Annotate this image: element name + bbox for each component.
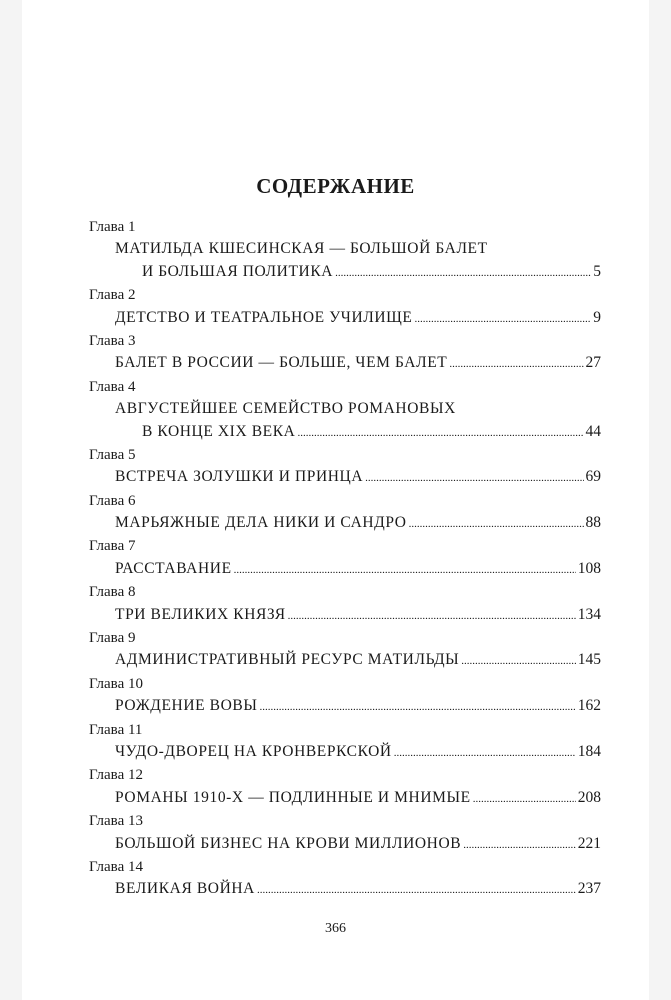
chapter-title: БОЛЬШОЙ БИЗНЕС НА КРОВИ МИЛЛИОНОВ (115, 834, 462, 852)
chapter-label: Глава 5 (89, 446, 136, 463)
dot-leader (449, 353, 583, 375)
chapter-title-line: МАТИЛЬДА КШЕСИНСКАЯ — БОЛЬШОЙ БАЛЕТ (115, 240, 488, 258)
toc-entry[interactable] (89, 558, 601, 580)
chapter-label: Глава 10 (89, 675, 143, 692)
chapter-label: Глава 8 (89, 584, 136, 601)
toc-entry[interactable] (89, 604, 601, 626)
dot-leader (335, 262, 591, 284)
page-title: СОДЕРЖАНИЕ (256, 174, 415, 198)
toc-entry[interactable] (89, 307, 601, 329)
toc-entry[interactable] (89, 421, 601, 443)
dot-leader (288, 605, 576, 627)
chapter-title: БАЛЕТ В РОССИИ — БОЛЬШЕ, ЧЕМ БАЛЕТ (115, 354, 448, 372)
page-ref: 145 (577, 651, 601, 669)
toc-entry[interactable] (89, 261, 601, 283)
chapter-label: Глава 11 (89, 721, 143, 738)
chapter-title: В КОНЦЕ XIX ВЕКА (142, 422, 296, 440)
dot-leader (394, 742, 576, 764)
chapter-label: Глава 4 (89, 378, 136, 395)
chapter-label: Глава 9 (89, 630, 136, 647)
chapter-title: ВЕЛИКАЯ ВОЙНА (115, 880, 255, 898)
chapter-title: ВСТРЕЧА ЗОЛУШКИ И ПРИНЦА (115, 468, 364, 486)
page-ref: 108 (577, 559, 601, 577)
page-ref: 27 (585, 354, 601, 372)
page-ref: 5 (593, 262, 601, 280)
page-ref: 44 (585, 422, 601, 440)
chapter-title: АДМИНИСТРАТИВНЫЙ РЕСУРС МАТИЛЬДЫ (115, 651, 460, 669)
toc-entry[interactable] (89, 787, 601, 809)
chapter-label: Глава 2 (89, 287, 136, 304)
chapter-title: РОМАНЫ 1910-Х — ПОДЛИННЫЕ И МНИМЫЕ (115, 788, 471, 806)
page-ref: 237 (577, 880, 601, 898)
chapter-label: Глава 6 (89, 492, 136, 509)
dot-leader (234, 559, 576, 581)
chapter-label: Глава 7 (89, 538, 136, 555)
chapter-label: Глава 1 (89, 219, 136, 235)
chapter-title: И БОЛЬШАЯ ПОЛИТИКА (142, 262, 334, 280)
dot-leader (365, 467, 583, 489)
book-page (22, 0, 649, 1000)
page-ref: 9 (593, 308, 601, 326)
dot-leader (409, 513, 584, 535)
toc-entry[interactable] (89, 878, 601, 900)
toc-entry[interactable] (89, 512, 601, 534)
chapter-title: МАРЬЯЖНЫЕ ДЕЛА НИКИ И САНДРО (115, 514, 407, 532)
toc-entry[interactable] (89, 833, 601, 855)
chapter-title-line: АВГУСТЕЙШЕЕ СЕМЕЙСТВО РОМАНОВЫХ (115, 400, 456, 418)
chapter-label: Глава 14 (89, 858, 143, 875)
toc-entry[interactable] (89, 649, 601, 671)
chapter-title: РОЖДЕНИЕ ВОВЫ (115, 697, 258, 715)
toc-entry[interactable] (89, 466, 601, 488)
toc-entry[interactable] (89, 352, 601, 374)
chapter-label: Глава 12 (89, 767, 143, 784)
page-ref: 184 (577, 742, 601, 760)
table-of-contents (89, 215, 601, 901)
toc-entry[interactable] (89, 695, 601, 717)
chapter-label: Глава 3 (89, 332, 136, 349)
dot-leader (257, 879, 576, 901)
page-ref: 221 (577, 834, 601, 852)
page-ref: 162 (577, 697, 601, 715)
page-ref: 134 (577, 605, 601, 623)
page-ref: 69 (585, 468, 601, 486)
page-ref: 88 (585, 514, 601, 532)
dot-leader (463, 834, 576, 856)
chapter-title: ЧУДО-ДВОРЕЦ НА КРОНВЕРКСКОЙ (115, 742, 392, 760)
dot-leader (259, 696, 575, 718)
dot-leader (473, 788, 576, 810)
chapter-title: ТРИ ВЕЛИКИХ КНЯЗЯ (115, 605, 286, 623)
dot-leader (461, 650, 576, 672)
page-number: 366 (325, 921, 346, 936)
page-ref: 208 (577, 788, 601, 806)
chapter-title: ДЕТСТВО И ТЕАТРАЛЬНОЕ УЧИЛИЩЕ (115, 308, 413, 326)
chapter-title: РАССТАВАНИЕ (115, 559, 232, 577)
toc-entry[interactable] (89, 741, 601, 763)
dot-leader (297, 422, 583, 444)
chapter-label: Глава 13 (89, 813, 143, 830)
dot-leader (414, 308, 591, 330)
